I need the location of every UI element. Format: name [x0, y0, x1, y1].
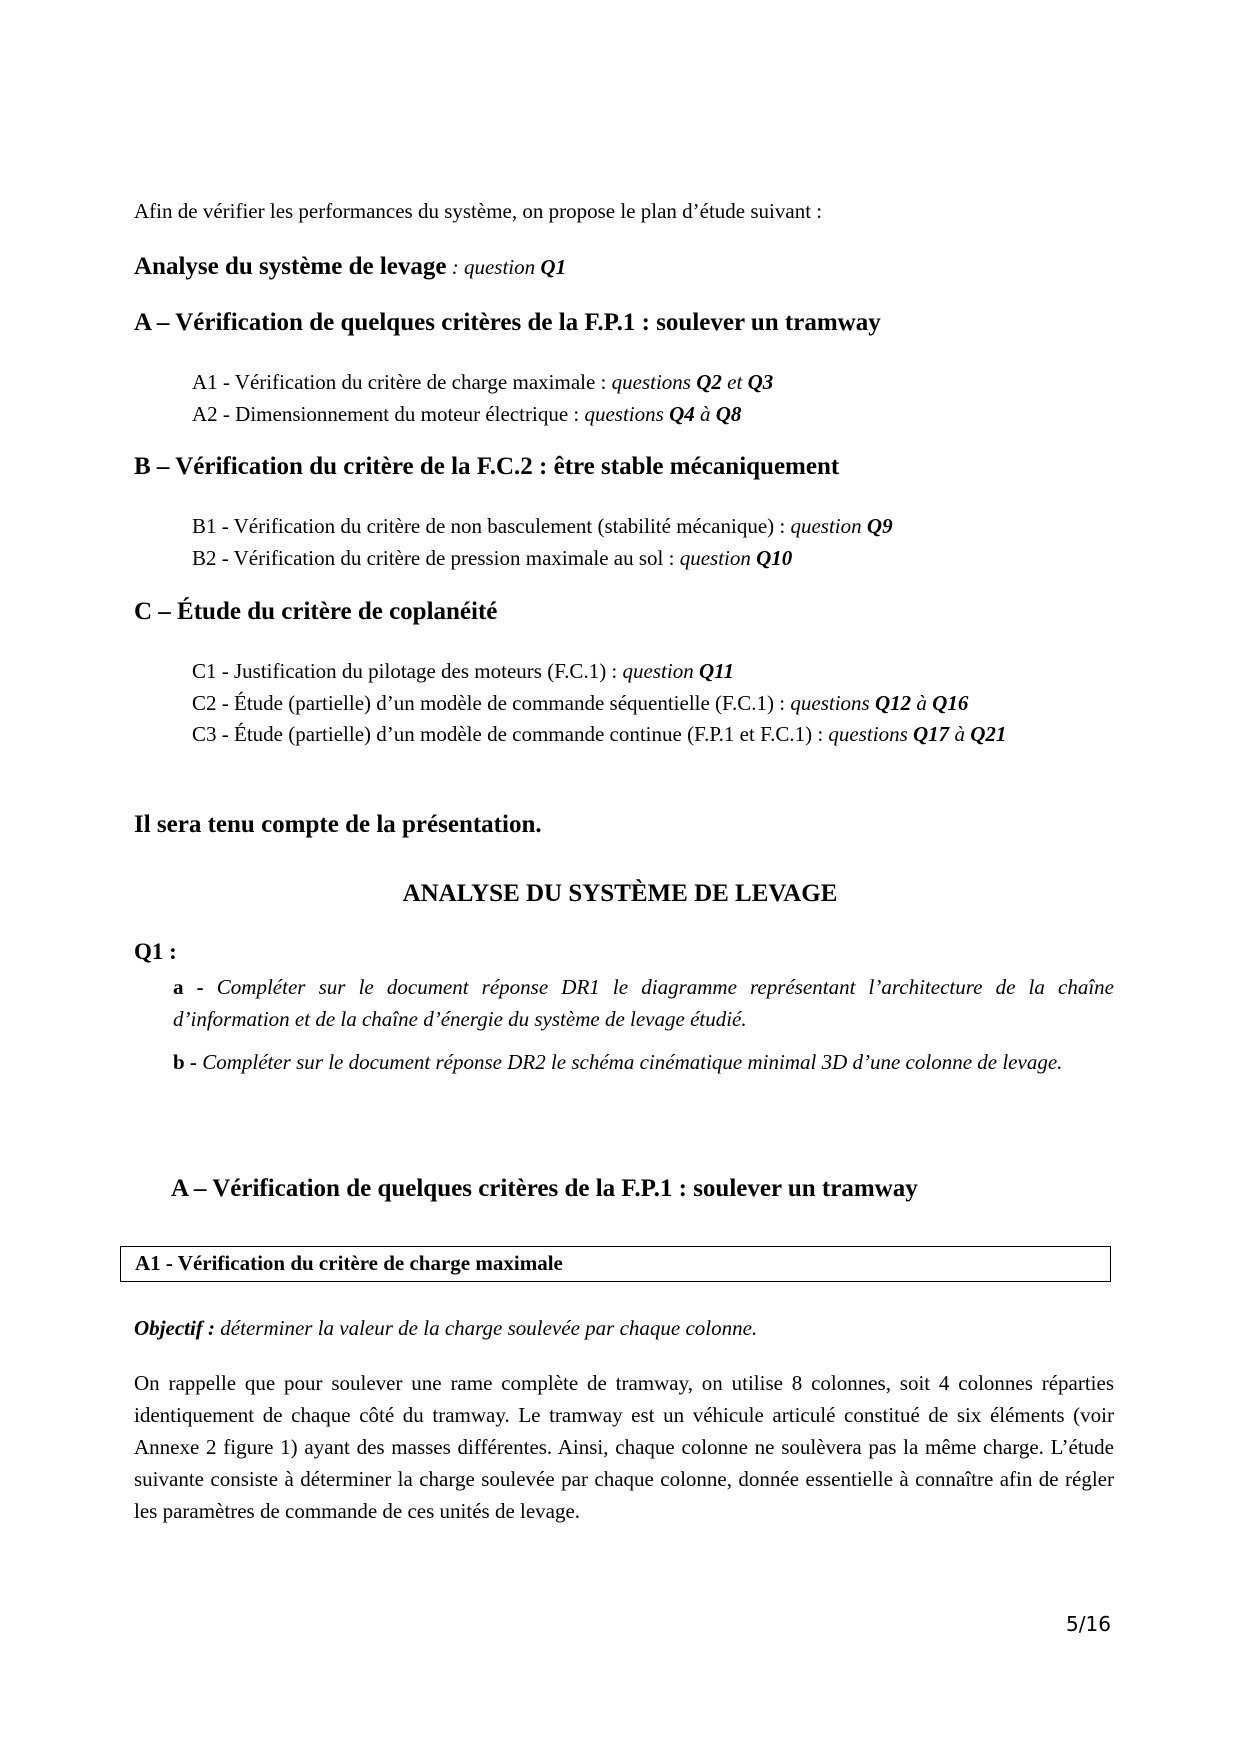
item-a2 — [192, 402, 741, 427]
section-a-repeat-heading: A – Vérification de quelques critères de la F.P.1 : soulever un tramway — [171, 1175, 918, 1202]
q1-a-text: Compléter sur le document réponse DR1 le diagramme représentant l’architecture de la chaîne d’information et de la chaîne d’énergie du système de levage étudié. — [173, 975, 1115, 1031]
analyse-sep: : — [446, 255, 464, 279]
item-a2-text: A2 - Dimensionnement du moteur électrique : — [192, 402, 585, 426]
item-b1-q1: Q9 — [866, 514, 893, 538]
item-c3 — [192, 718, 1114, 750]
item-a1-q2: Q3 — [747, 370, 774, 394]
item-c3-qword: questions — [828, 722, 908, 746]
section-c-heading: C – Étude du critère de coplanéité — [134, 598, 498, 625]
objectif-text: déterminer la valeur de la charge soulevée par chaque colonne. — [215, 1316, 758, 1340]
analyse-title: Analyse du système de levage — [134, 253, 447, 280]
item-a2-mid: à — [700, 402, 711, 426]
item-c2-mid: à — [916, 691, 927, 715]
item-c3-text: C3 - Étude (partielle) d’un modèle de commande continue (F.P.1 et F.C.1) : — [192, 722, 829, 746]
body-paragraph: On rappelle que pour soulever une rame complète de tramway, on utilise 8 colonnes, soit 4 colonnes réparties identiquement de chaque côté du tramway. Le tramway est un véhicule articulé constitué de six éléments (voir Annexe 2 figure 1) ayant des masses différentes. Ainsi, chaque colonne ne soulèvera pas la même charge. L’étude suivante consiste à déterminer la charge soulevée par chaque colonne, donnée essentielle à connaître afin de régler les paramètres de commande de ces unités de levage. — [134, 1371, 1114, 1523]
item-c1-qword: question — [622, 659, 694, 683]
q1-b-text: Compléter sur le document réponse DR2 le schéma cinématique minimal 3D d’une colonne de levage. — [202, 1050, 1063, 1074]
item-b1 — [192, 514, 893, 539]
item-b2-qword: question — [679, 546, 751, 570]
item-a2-qword: questions — [584, 402, 664, 426]
item-a1-mid: et — [727, 370, 743, 394]
section-a-heading: A – Vérification de quelques critères de la F.P.1 : soulever un tramway — [134, 309, 881, 336]
item-c2-qword: questions — [790, 691, 870, 715]
item-b1-text: B1 - Vérification du critère de non basculement (stabilité mécanique) : — [192, 514, 791, 538]
analyse-q-word: question — [463, 255, 536, 279]
item-c3-q1: Q17 — [913, 722, 950, 746]
item-c3-q2: Q21 — [970, 722, 1007, 746]
item-c2-q1: Q12 — [874, 691, 912, 715]
objectif-label: Objectif : — [134, 1316, 216, 1340]
q1-label: Q1 : — [134, 939, 177, 964]
item-a2-q1: Q4 — [669, 402, 695, 426]
item-b2-q1: Q10 — [756, 546, 793, 570]
item-b2-text: B2 - Vérification du critère de pression maximale au sol : — [192, 546, 680, 570]
item-c2 — [192, 691, 968, 716]
section-b-heading: B – Vérification du critère de la F.C.2 : être stable mécaniquement — [134, 453, 840, 480]
item-c1-q1: Q11 — [698, 659, 734, 683]
item-a1-text: A1 - Vérification du critère de charge maximale : — [192, 370, 612, 394]
item-b2 — [192, 546, 792, 571]
q1-b-label: b - — [173, 1050, 197, 1074]
item-a1 — [192, 370, 773, 395]
item-a2-q2: Q8 — [715, 402, 742, 426]
analyse-section-title: ANALYSE DU SYSTÈME DE LEVAGE — [402, 880, 838, 907]
item-c1 — [192, 659, 734, 684]
q1-a-label: a - — [173, 975, 204, 999]
analyse-q-ref: Q1 — [540, 255, 567, 279]
a1-boxed-heading — [120, 1246, 1111, 1282]
q1-b-paragraph — [173, 1046, 1114, 1078]
q1-a-paragraph — [173, 971, 1114, 1035]
item-c3-mid: à — [954, 722, 965, 746]
item-a1-q1: Q2 — [696, 370, 722, 394]
item-c2-q2: Q16 — [932, 691, 969, 715]
intro-text: Afin de vérifier les performances du système, on propose le plan d’étude suivant : — [134, 199, 823, 223]
item-c2-text: C2 - Étude (partielle) d’un modèle de commande séquentielle (F.C.1) : — [192, 691, 791, 715]
presentation-note: Il sera tenu compte de la présentation. — [134, 811, 542, 838]
item-b1-qword: question — [790, 514, 862, 538]
page-number: 5/16 — [1066, 1612, 1111, 1636]
item-c1-text: C1 - Justification du pilotage des moteurs (F.C.1) : — [192, 659, 623, 683]
objectif-line — [134, 1316, 757, 1341]
item-a1-qword: questions — [611, 370, 691, 394]
a1-boxed-title: A1 - Vérification du critère de charge maximale — [135, 1251, 563, 1275]
analyse-heading — [134, 253, 566, 281]
